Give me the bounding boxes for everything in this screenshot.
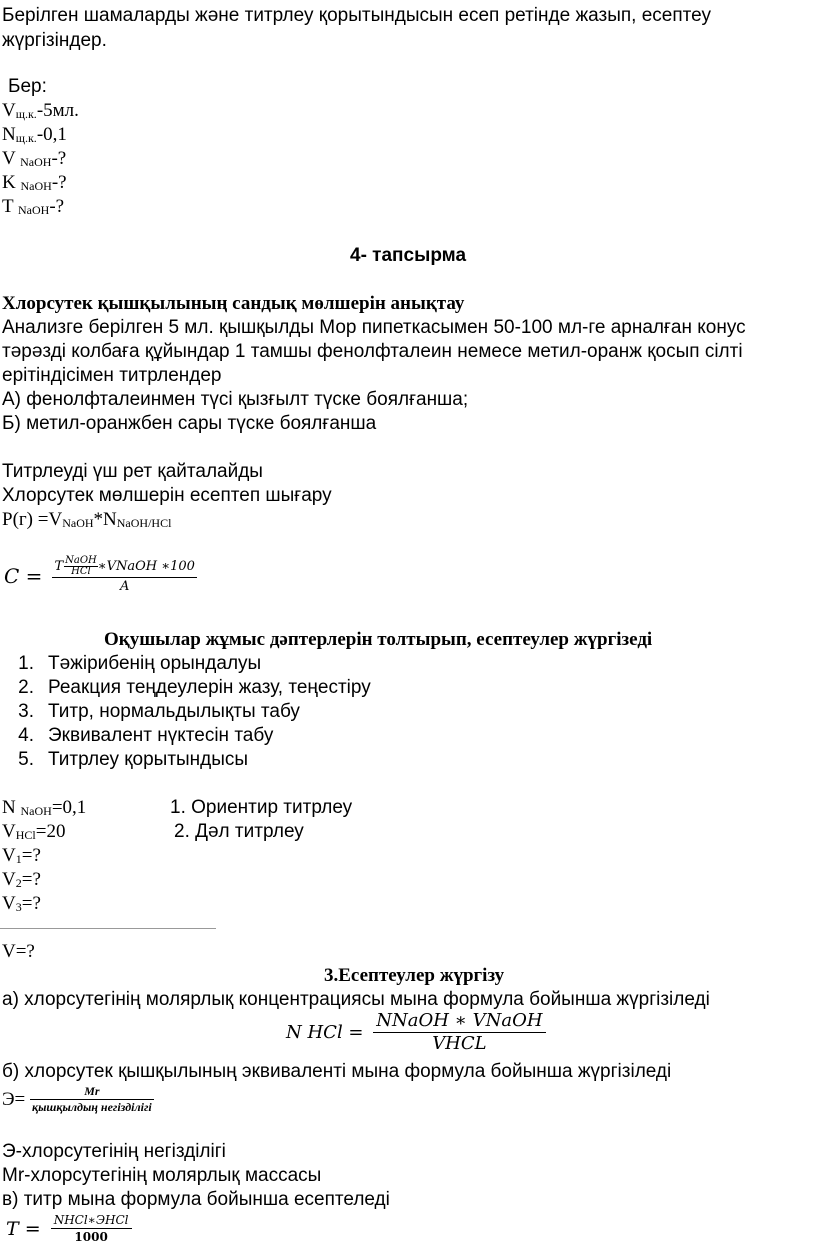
repeat-note: Титрлеуді үш рет қайталайды xyxy=(2,461,263,482)
intro-line-1: Берілген шамаларды және титрлеу қорытындысын есеп ретінде жазып, есептеу xyxy=(2,5,711,26)
definition-1: Э-хлорсутегінің негізділігі xyxy=(2,1141,226,1162)
task4-paragraph-line: ерітіндісімен титрлендер xyxy=(2,365,222,386)
calc-note: Хлорсутек мөлшерін есептеп шығару xyxy=(2,485,332,506)
given-row: T NaOH-? xyxy=(2,196,65,217)
given-row: V NaOH-? xyxy=(2,148,67,169)
step-item: 2. Реакция теңдеулерін жазу, теңестіру xyxy=(18,677,371,698)
section3-a: а) хлорсутегінің молярлық концентрациясы мына формула бойынша жүргізіледі xyxy=(2,989,710,1010)
data-row: V3=? xyxy=(2,893,41,914)
divider-line xyxy=(0,928,216,929)
worksheet-heading: Оқушылар жұмыс дәптерлерін толтырып, есептеулер жүргізеді xyxy=(104,629,653,650)
data-row: V2=? xyxy=(2,869,41,890)
section3-b: б) хлорсутек қышқылының эквиваленті мына формула бойынша жүргізіледі xyxy=(2,1061,672,1082)
p-formula: Р(г) =VNaOH*NNaOH/HCl xyxy=(2,509,172,530)
section3-heading: 3.Есептеулер жүргізу xyxy=(324,965,505,986)
equivalent-formula: Э= $\frac{Mr}{\text{қышқылдың негізділігі}}$ xyxy=(2,1084,152,1114)
task4-heading: 4- тапсырма xyxy=(350,245,467,266)
definition-2: Mr-хлорсутегінің молярлық массасы xyxy=(2,1165,322,1186)
option-b: Б) метил-оранжбен сары түске боялғанша xyxy=(2,413,377,434)
step-item: 3. Титр, нормальдылықты табу xyxy=(18,701,300,722)
titration-orient: 1. Ориентир титрлеу xyxy=(170,797,353,818)
data-row: VHCl=20 xyxy=(2,821,66,842)
step-item: 5. Титрлеу қорытындысы xyxy=(18,749,249,770)
task4-paragraph-line: Анализге берілген 5 мл. қышқылды Мор пипеткасымен 50-100 мл-ге арналған конус xyxy=(2,317,746,338)
task4-paragraph-line: тәрәзді колбаға құйындар 1 тамшы фенолфталеин немесе метил-оранж қосып сілті xyxy=(2,341,743,362)
steps-list xyxy=(0,652,371,772)
given-row: Nщ.к.-0,1 xyxy=(2,124,67,145)
data-row: N NaOH=0,1 xyxy=(2,797,87,818)
data-row: V1=? xyxy=(2,845,41,866)
section3-c: в) титр мына формула бойынша есептеледі xyxy=(2,1189,390,1210)
answer-v: V=? xyxy=(2,941,35,962)
task4-subheading: Хлорсутек қышқылының сандық мөлшерін анықтау xyxy=(2,293,465,314)
c-formula: C = T $\frac{\text{NaOH}}{\text{HCl}}$ ∗VNaOH ∗100 A xyxy=(4,555,195,594)
titer-formula: T = $\frac{\text{NHCl∗ЭHCl}}{1000}$ xyxy=(6,1212,132,1245)
given-title: Бер: xyxy=(8,76,47,97)
option-a: А) фенолфталеинмен түсі қызғылт түске боялғанша; xyxy=(2,389,469,410)
step-item: 4. Эквивалент нүктесін табу xyxy=(18,725,274,746)
n-hcl-formula: N HCl = $\frac{\text{NNaOH ∗ VNaOH}}{\text{VHCL}}$ xyxy=(286,1010,546,1055)
step-item: 1. Тәжірибенің орындалуы xyxy=(18,653,262,674)
intro-line-2: жүргізіндер. xyxy=(2,30,107,51)
titration-exact: 2. Дәл титрлеу xyxy=(174,821,304,842)
given-row: K NaOH-? xyxy=(2,172,67,193)
given-row: Vщ.к.-5мл. xyxy=(2,100,79,121)
